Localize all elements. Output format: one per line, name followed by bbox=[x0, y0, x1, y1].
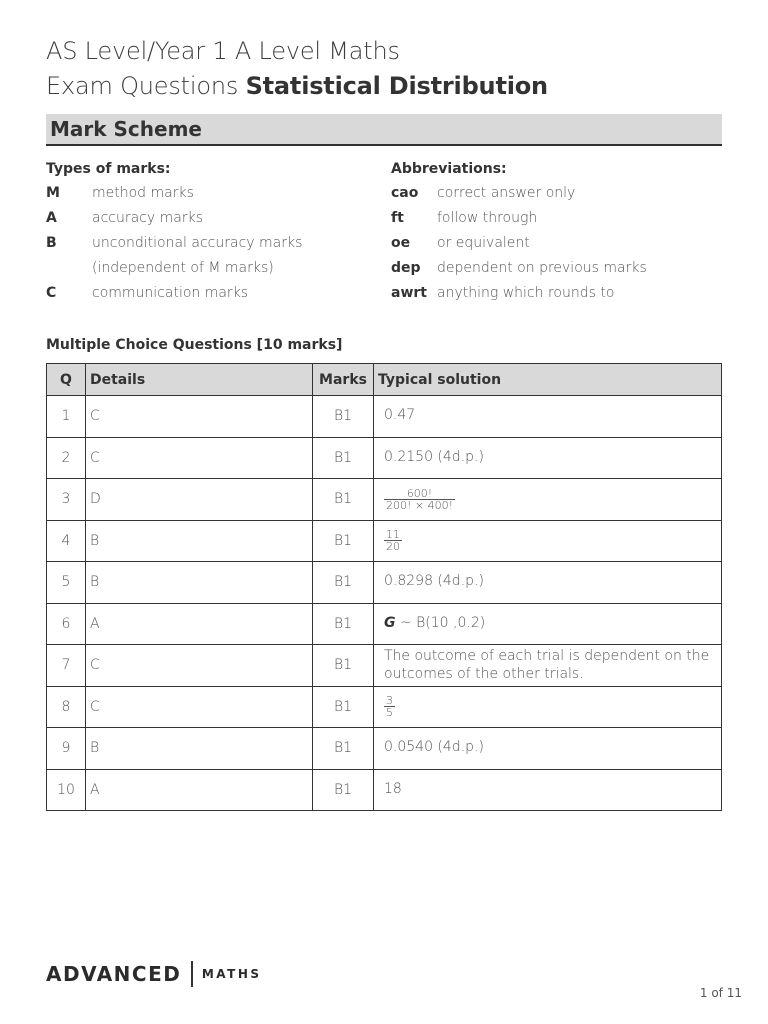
mark-code: B1 bbox=[313, 396, 374, 438]
fraction-numerator: 600! bbox=[406, 486, 433, 500]
col-header-q: Q bbox=[47, 364, 86, 396]
title-prefix: Exam Questions bbox=[46, 72, 246, 100]
types-of-marks bbox=[46, 160, 376, 307]
abbreviation-row bbox=[391, 207, 721, 232]
abbreviation-value: follow through bbox=[437, 210, 538, 226]
mark-code: B1 bbox=[313, 769, 374, 811]
page-number: 1 of 11 bbox=[699, 986, 742, 1000]
abbreviation-value: anything which rounds to bbox=[437, 285, 615, 301]
table-row bbox=[47, 520, 722, 562]
table-row bbox=[47, 728, 722, 770]
abbreviation-row bbox=[391, 182, 721, 207]
mark-code: B1 bbox=[313, 728, 374, 770]
answer-letter: A bbox=[86, 603, 313, 645]
table-row bbox=[47, 396, 722, 438]
question-number: 4 bbox=[47, 520, 86, 562]
abbreviation-key: dep bbox=[391, 260, 421, 276]
answer-letter: B bbox=[86, 728, 313, 770]
table-row bbox=[47, 479, 722, 521]
mark-type-key bbox=[46, 259, 92, 282]
table-row bbox=[47, 686, 722, 728]
abbreviation-key: cao bbox=[391, 185, 419, 201]
fraction-numerator: 3 bbox=[386, 694, 393, 708]
fraction-denominator: 5 bbox=[386, 706, 393, 720]
mark-type-key: A bbox=[46, 210, 57, 226]
answer-letter: C bbox=[86, 645, 313, 687]
mark-scheme-title: Mark Scheme bbox=[50, 117, 202, 141]
fraction bbox=[384, 488, 455, 511]
mark-code: B1 bbox=[313, 645, 374, 687]
typical-solution: 0.2150 (4d.p.) bbox=[374, 437, 722, 479]
question-number: 7 bbox=[47, 645, 86, 687]
typical-solution: 18 bbox=[374, 769, 722, 811]
mark-type-key: M bbox=[46, 185, 60, 201]
col-header-details: Details bbox=[86, 364, 313, 396]
answer-letter: B bbox=[86, 520, 313, 562]
question-number: 10 bbox=[47, 769, 86, 811]
abbreviation-key: oe bbox=[391, 235, 411, 251]
answer-letter: C bbox=[86, 437, 313, 479]
mark-type-value: accuracy marks bbox=[92, 210, 203, 226]
mark-code: B1 bbox=[313, 686, 374, 728]
answer-letter: A bbox=[86, 769, 313, 811]
question-number: 1 bbox=[47, 396, 86, 438]
col-header-marks: Marks bbox=[313, 364, 374, 396]
typical-solution bbox=[374, 520, 722, 562]
mark-type-value: unconditional accuracy marks bbox=[92, 235, 303, 251]
typical-solution bbox=[374, 686, 722, 728]
mark-code: B1 bbox=[313, 437, 374, 479]
typical-solution bbox=[374, 479, 722, 521]
mark-type-row bbox=[46, 182, 376, 207]
abbreviations-heading: Abbreviations: bbox=[391, 161, 507, 177]
typical-solution: 0.0540 (4d.p.) bbox=[374, 728, 722, 770]
mark-code: B1 bbox=[313, 603, 374, 645]
mark-type-row bbox=[46, 207, 376, 232]
question-number: 9 bbox=[47, 728, 86, 770]
logo-divider bbox=[191, 961, 193, 987]
mark-code: B1 bbox=[313, 562, 374, 604]
answer-letter: C bbox=[86, 686, 313, 728]
fraction-denominator: 200! × 400! bbox=[386, 498, 454, 512]
abbreviation-row bbox=[391, 232, 721, 257]
mark-type-key: B bbox=[46, 235, 57, 251]
question-number: 6 bbox=[47, 603, 86, 645]
fraction-denominator: 20 bbox=[386, 540, 400, 554]
distribution-text: ~ B(10 ,0.2) bbox=[395, 614, 486, 631]
page-title-line1: AS Level/Year 1 A Level Maths bbox=[46, 37, 400, 65]
abbreviation-value: correct answer only bbox=[437, 185, 576, 201]
typical-solution: 0.47 bbox=[374, 396, 722, 438]
advanced-maths-logo bbox=[46, 960, 262, 988]
random-variable: G bbox=[384, 614, 396, 631]
mark-type-key: C bbox=[46, 285, 57, 301]
answer-letter: B bbox=[86, 562, 313, 604]
answer-letter: C bbox=[86, 396, 313, 438]
page-title-line2 bbox=[46, 72, 548, 100]
table-row bbox=[47, 645, 722, 687]
mark-type-value: method marks bbox=[92, 185, 194, 201]
typical-solution bbox=[374, 603, 722, 645]
table-row bbox=[47, 437, 722, 479]
abbreviation-value: or equivalent bbox=[437, 235, 530, 251]
abbreviations bbox=[391, 160, 721, 307]
abbreviation-key: awrt bbox=[391, 285, 427, 301]
question-number: 8 bbox=[47, 686, 86, 728]
mark-type-row bbox=[46, 232, 376, 257]
logo-wordmark: ADVANCED bbox=[46, 962, 182, 986]
table-row bbox=[47, 562, 722, 604]
mcq-table bbox=[46, 363, 722, 811]
logo-subtitle: MATHS bbox=[201, 967, 262, 981]
mark-type-value: (independent of M marks) bbox=[92, 260, 274, 276]
mark-type-row bbox=[46, 257, 376, 282]
mark-type-row bbox=[46, 282, 376, 307]
col-header-solution: Typical solution bbox=[374, 364, 722, 396]
question-number: 5 bbox=[47, 562, 86, 604]
fraction bbox=[384, 695, 395, 718]
table-row bbox=[47, 769, 722, 811]
abbreviation-row bbox=[391, 257, 721, 282]
mark-code: B1 bbox=[313, 479, 374, 521]
types-of-marks-heading: Types of marks: bbox=[46, 161, 171, 177]
table-row bbox=[47, 603, 722, 645]
mark-scheme-banner bbox=[46, 114, 722, 146]
abbreviation-row bbox=[391, 282, 721, 307]
fraction-numerator: 11 bbox=[386, 528, 400, 542]
table-header-row bbox=[47, 364, 722, 396]
answer-letter: D bbox=[86, 479, 313, 521]
mark-code: B1 bbox=[313, 520, 374, 562]
title-topic: Statistical Distribution bbox=[245, 72, 548, 100]
abbreviation-value: dependent on previous marks bbox=[437, 260, 647, 276]
abbreviation-key: ft bbox=[391, 210, 404, 226]
mark-type-value: communication marks bbox=[92, 285, 249, 301]
typical-solution: The outcome of each trial is dependent on the outcomes of the other trials. bbox=[374, 645, 722, 687]
mcq-heading: Multiple Choice Questions [10 marks] bbox=[46, 337, 343, 353]
fraction bbox=[384, 529, 402, 552]
question-number: 3 bbox=[47, 479, 86, 521]
question-number: 2 bbox=[47, 437, 86, 479]
typical-solution: 0.8298 (4d.p.) bbox=[374, 562, 722, 604]
